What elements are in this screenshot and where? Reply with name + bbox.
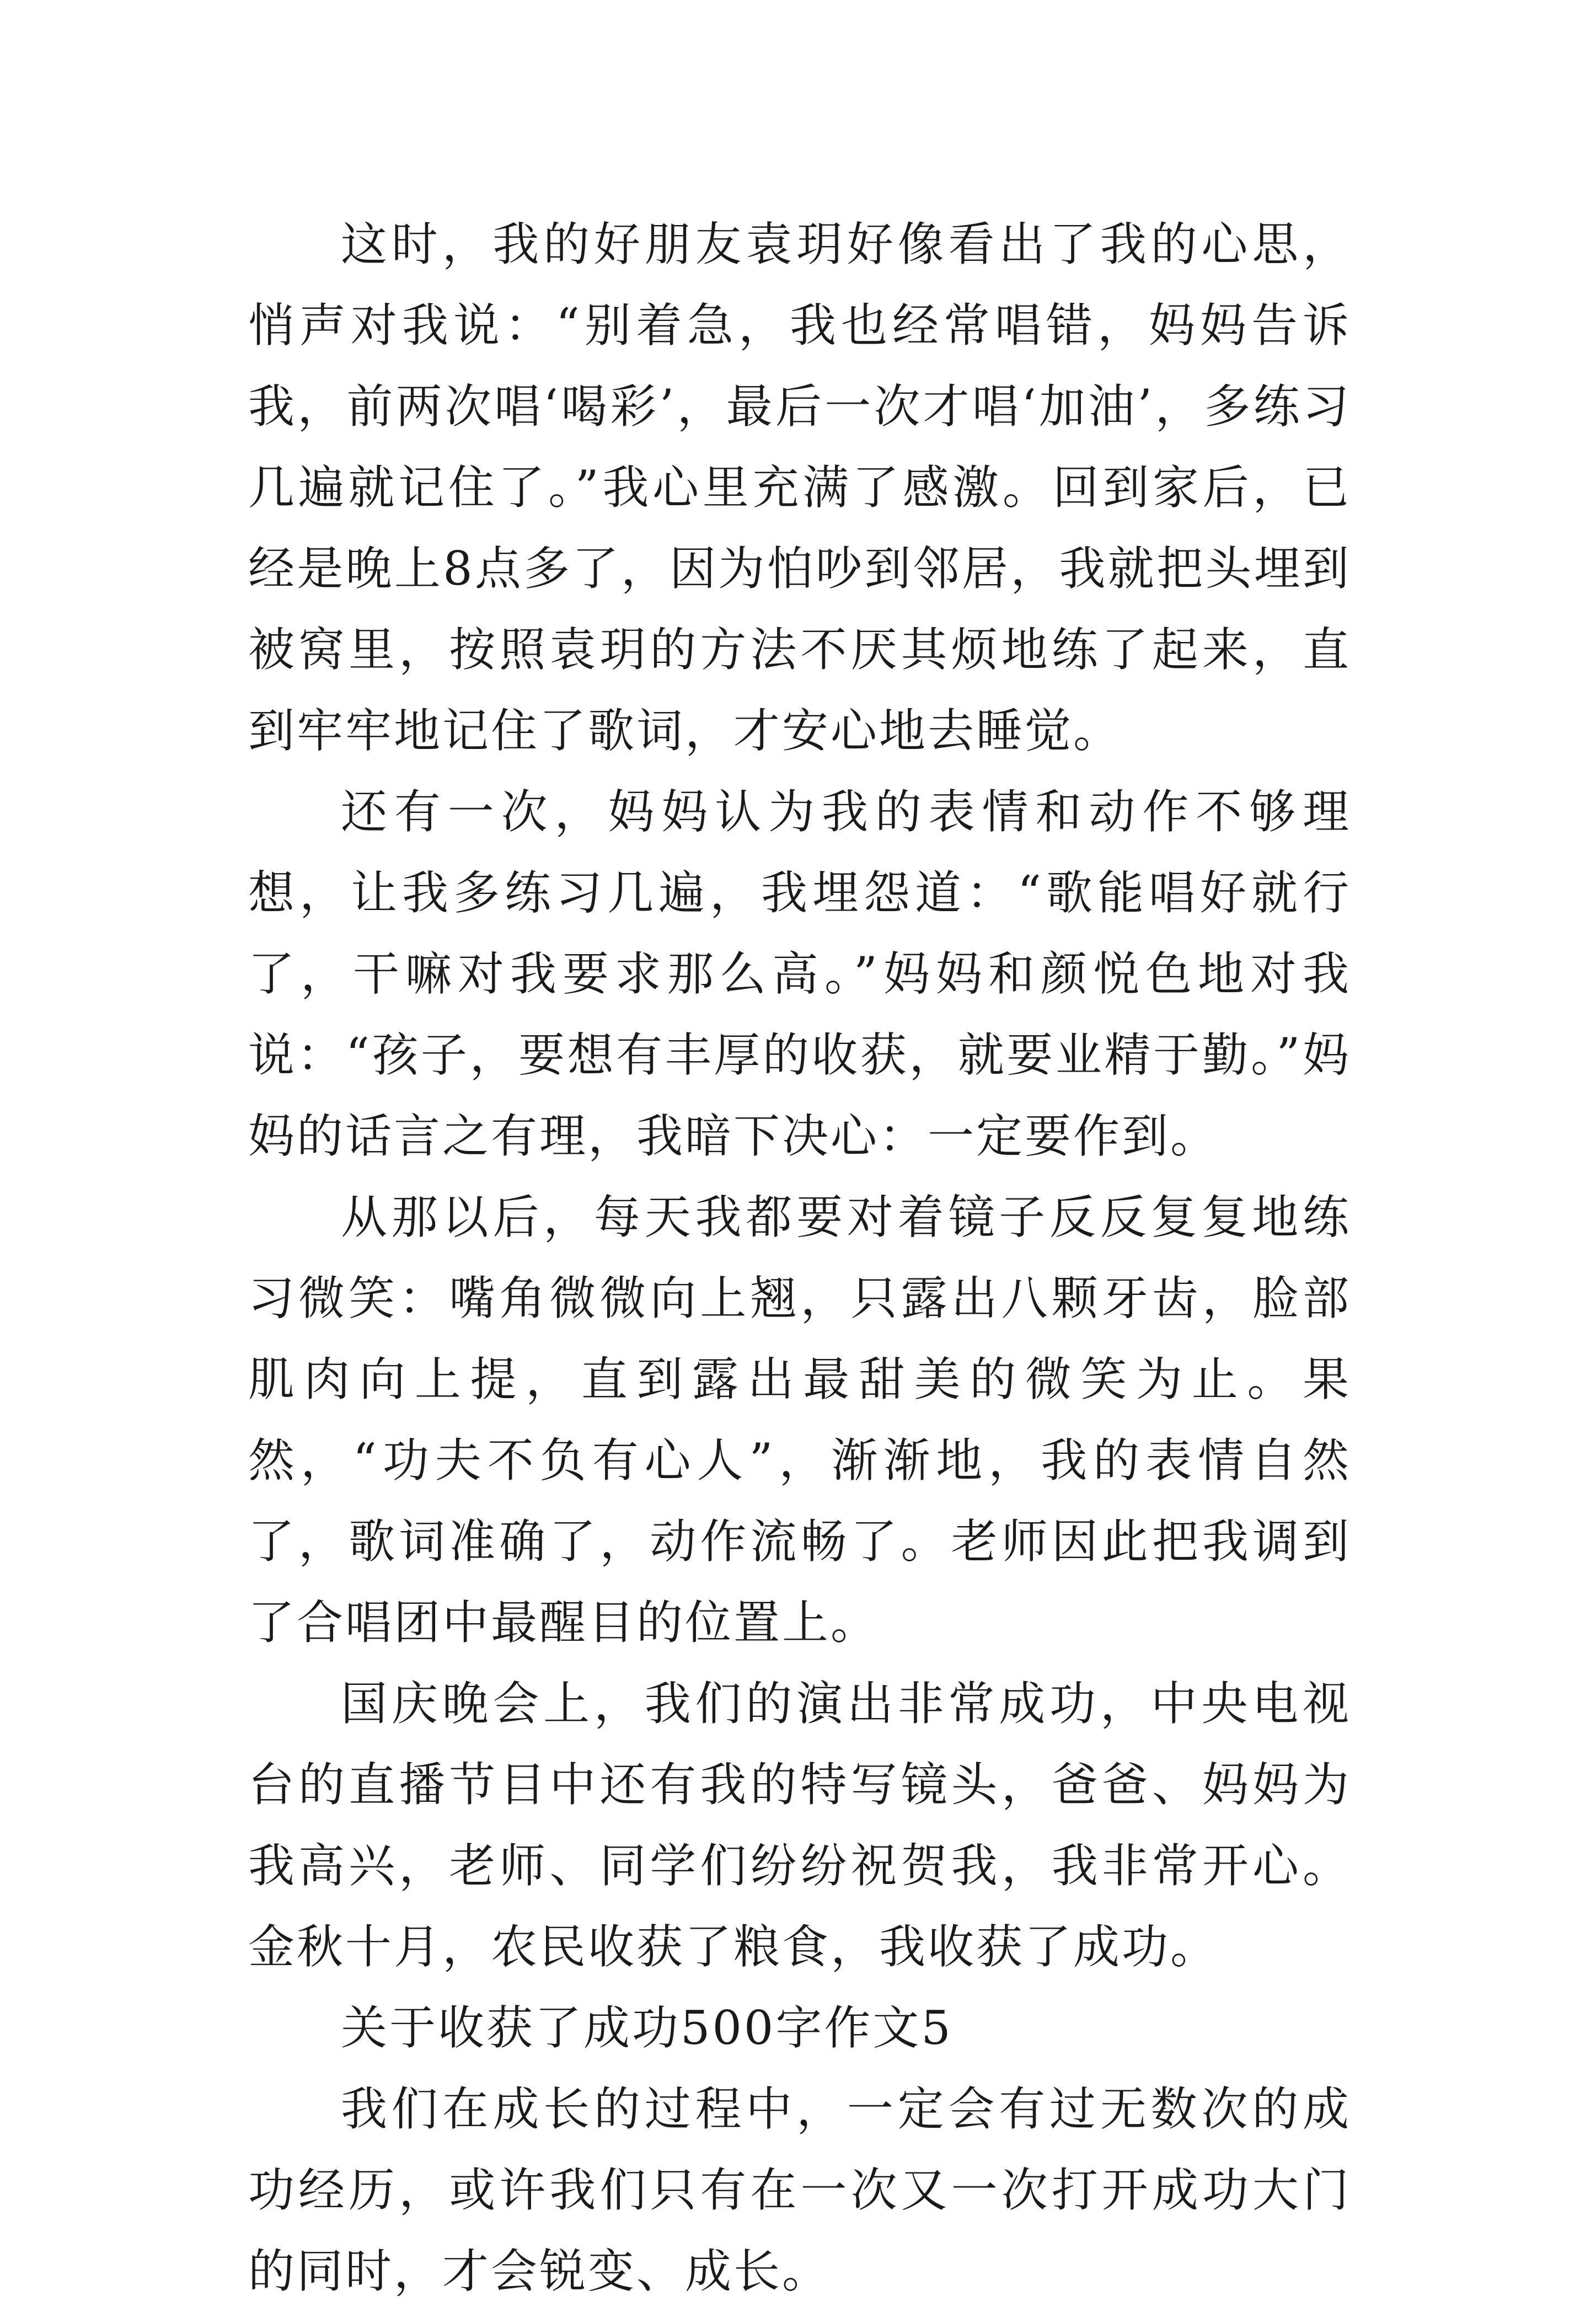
- paragraph-1: 这时，我的好朋友袁玥好像看出了我的心思，悄声对我说：“别着急，我也经常唱错，妈妈告诉我，前两次唱‘喝彩’，最后一次才唱‘加油’，多练习几遍就记住了。”我心里充满了感激。回到家后，已经是晚上8点多了，因为怕吵到邻居，我就把头埋到被窝里，按照袁玥的方法不厌其烦地练了起来，直到牢牢地记住了歌词，才安心地去睡觉。: [248, 217, 1351, 758]
- paragraph-3: 从那以后，每天我都要对着镜子反反复复地练习微笑：嘴角微微向上翘，只露出八颗牙齿，脸部肌肉向上提，直到露出最甜美的微笑为止。果然，“功夫不负有心人”，渐渐地，我的表情自然了，歌词准确了，动作流畅了。老师因此把我调到了合唱团中最醒目的位置上。: [248, 1190, 1351, 1650]
- paragraph-5: 我们在成长的过程中，一定会有过无数次的成功经历，或许我们只有在一次又一次打开成功大门的同时，才会锐变、成长。: [248, 2082, 1351, 2298]
- document-body: [248, 204, 1351, 2312]
- paragraph-2: 还有一次，妈妈认为我的表情和动作不够理想，让我多练习几遍，我埋怨道：“歌能唱好就行了，干嘛对我要求那么高。”妈妈和颜悦色地对我说：“孩子，要想有丰厚的收获，就要业精于勤。”妈妈的话言之有理，我暗下决心：一定要作到。: [248, 785, 1351, 1163]
- section-title: 关于收获了成功500字作文5: [341, 2001, 953, 2055]
- paragraph-4: 国庆晚会上，我们的演出非常成功，中央电视台的直播节目中还有我的特写镜头，爸爸、妈妈为我高兴，老师、同学们纷纷祝贺我，我非常开心。金秋十月，农民收获了粮食，我收获了成功。: [248, 1677, 1351, 1974]
